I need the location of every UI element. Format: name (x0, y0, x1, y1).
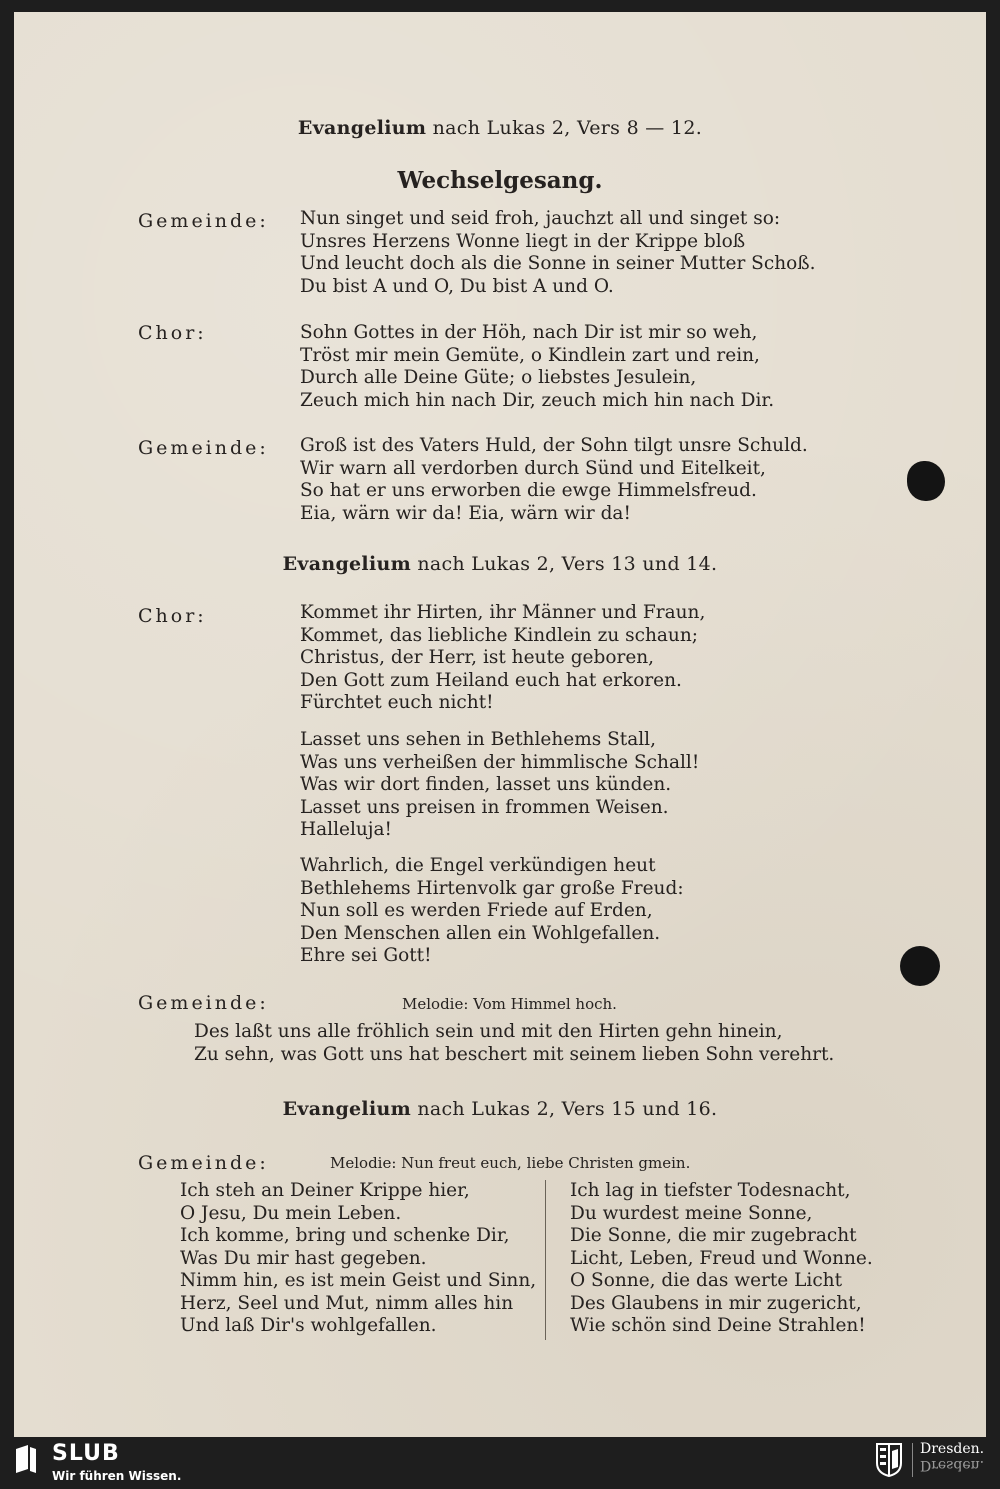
verse-line: Was wir dort finden, lasset uns künden. (300, 774, 672, 795)
gospel-heading-bold: Evangelium (282, 553, 411, 575)
dresden-logo-reflection: Dresden. (920, 1457, 985, 1473)
verse-block-1 (300, 208, 816, 298)
verse-line: Ehre sei Gott! (300, 945, 432, 966)
verse-line: Ich steh an Deiner Krippe hier, (180, 1180, 470, 1201)
gospel-heading-text: nach Lukas 2, Vers 13 und 14. (410, 553, 718, 575)
verse-line: Durch alle Deine Güte; o liebstes Jesulein, (300, 367, 697, 388)
verse-line: Fürchtet euch nicht! (300, 692, 494, 713)
verse-line: Was Du mir hast gegeben. (180, 1247, 427, 1269)
verse-line: Ich lag in tiefster Todesnacht, (570, 1180, 851, 1201)
page-title: Wechselgesang. (397, 167, 603, 194)
gospel-heading-bold: Evangelium (282, 1098, 411, 1120)
verse-line: O Sonne, die das werte Licht (570, 1270, 843, 1291)
slub-logo-text: SLUB (52, 1441, 120, 1466)
verse-line: Nimm hin, es ist mein Geist und Sinn, (180, 1270, 537, 1291)
dresden-logo-text: Dresden. (920, 1441, 985, 1457)
dresden-logo (920, 1442, 984, 1472)
verse-line: So hat er uns erworben die ewge Himmelsfreud. (300, 480, 757, 501)
verse-line: Nun singet und seid froh, jauchzt all und singet so: (300, 208, 781, 229)
verse-line: Und leucht doch als die Sonne in seiner Mutter Schoß. (300, 253, 816, 274)
verse-line: Ich komme, bring und schenke Dir, (180, 1225, 510, 1246)
slub-tagline: Wir führen Wissen. (52, 1469, 182, 1483)
verse-line: Eia, wärn wir da! Eia, wärn wir da! (300, 502, 631, 524)
gospel-heading-2 (14, 553, 986, 575)
verse-line: Was uns verheißen der himmlische Schall! (300, 751, 700, 773)
gospel-heading-text: nach Lukas 2, Vers 8 — 12. (426, 117, 703, 139)
verse-line: Wie schön sind Deine Strahlen! (570, 1315, 866, 1336)
verse-line: Sohn Gottes in der Höh, nach Dir ist mir so weh, (300, 322, 758, 343)
verse-line: Bethlehems Hirtenvolk gar große Freud: (300, 877, 684, 899)
gospel-heading-1 (14, 117, 986, 139)
gospel-heading-bold: Evangelium (297, 117, 427, 139)
verse-block-2 (300, 322, 774, 412)
verse-line: Des Glaubens in mir zugericht, (570, 1292, 862, 1314)
verse-line: Halleluja! (300, 819, 392, 840)
verse-line: Licht, Leben, Freud und Wonne. (570, 1247, 873, 1269)
verse-line: Kommet ihr Hirten, ihr Männer und Fraun, (300, 602, 706, 623)
verse-column-left (180, 1180, 536, 1338)
melody-note: Melodie: Nun freut euch, liebe Christen gmein. (330, 1154, 691, 1172)
column-divider (545, 1180, 546, 1340)
verse-column-right (570, 1180, 873, 1338)
verse-block-3 (300, 435, 808, 525)
verse-stanza-1 (300, 602, 705, 715)
punch-hole (907, 461, 945, 501)
verse-line: Kommet, das liebliche Kindlein zu schaun; (300, 624, 698, 646)
verse-line: O Jesu, Du mein Leben. (180, 1202, 402, 1224)
verse-line: Herz, Seel und Mut, nimm alles hin (180, 1292, 514, 1314)
footer-bar (0, 1437, 1000, 1489)
dresden-coat-of-arms-icon (876, 1443, 902, 1477)
verse-line: Lasset uns preisen in frommen Weisen. (300, 796, 669, 818)
verse-line: Und laß Dir's wohlgefallen. (180, 1315, 437, 1336)
footer-separator (912, 1443, 913, 1477)
speaker-label: Gemeinde: (138, 1152, 269, 1174)
verse-line: Du bist A und O, Du bist A und O. (300, 275, 614, 297)
verse-line: Wir warn all verdorben durch Sünd und Eitelkeit, (300, 457, 766, 479)
gospel-heading-text: nach Lukas 2, Vers 15 und 16. (410, 1098, 718, 1120)
speaker-label: Gemeinde: (138, 437, 269, 459)
melody-note: Melodie: Vom Himmel hoch. (402, 995, 617, 1013)
verse-line: Zeuch mich hin nach Dir, zeuch mich hin nach Dir. (300, 389, 775, 411)
verse-line: Des laßt uns alle fröhlich sein und mit den Hirten gehn hinein, (194, 1021, 783, 1042)
verse-line: Tröst mir mein Gemüte, o Kindlein zart und rein, (300, 344, 760, 366)
verse-stanza-3 (300, 855, 684, 968)
speaker-label: Chor: (138, 322, 207, 344)
verse-line: Christus, der Herr, ist heute geboren, (300, 647, 655, 668)
verse-line: Den Gott zum Heiland euch hat erkoren. (300, 669, 682, 691)
slub-book-icon (14, 1445, 38, 1475)
speaker-label: Gemeinde: (138, 210, 269, 232)
verse-line: Lasset uns sehen in Bethlehems Stall, (300, 729, 656, 750)
speaker-label: Chor: (138, 605, 207, 627)
verse-line: Die Sonne, die mir zugebracht (570, 1225, 857, 1246)
scanned-page (14, 12, 986, 1437)
verse-block-5 (194, 1021, 834, 1066)
verse-line: Wahrlich, die Engel verkündigen heut (300, 855, 656, 876)
speaker-label: Gemeinde: (138, 992, 269, 1014)
verse-stanza-2 (300, 729, 699, 842)
punch-hole (900, 946, 940, 986)
verse-line: Du wurdest meine Sonne, (570, 1202, 813, 1224)
verse-line: Den Menschen allen ein Wohlgefallen. (300, 922, 661, 944)
verse-line: Nun soll es werden Friede auf Erden, (300, 900, 653, 921)
verse-line: Zu sehn, was Gott uns hat beschert mit seinem lieben Sohn verehrt. (194, 1043, 835, 1065)
verse-line: Groß ist des Vaters Huld, der Sohn tilgt unsre Schuld. (300, 435, 808, 456)
gospel-heading-3 (14, 1098, 986, 1120)
verse-line: Unsres Herzens Wonne liegt in der Krippe bloß (300, 230, 746, 252)
